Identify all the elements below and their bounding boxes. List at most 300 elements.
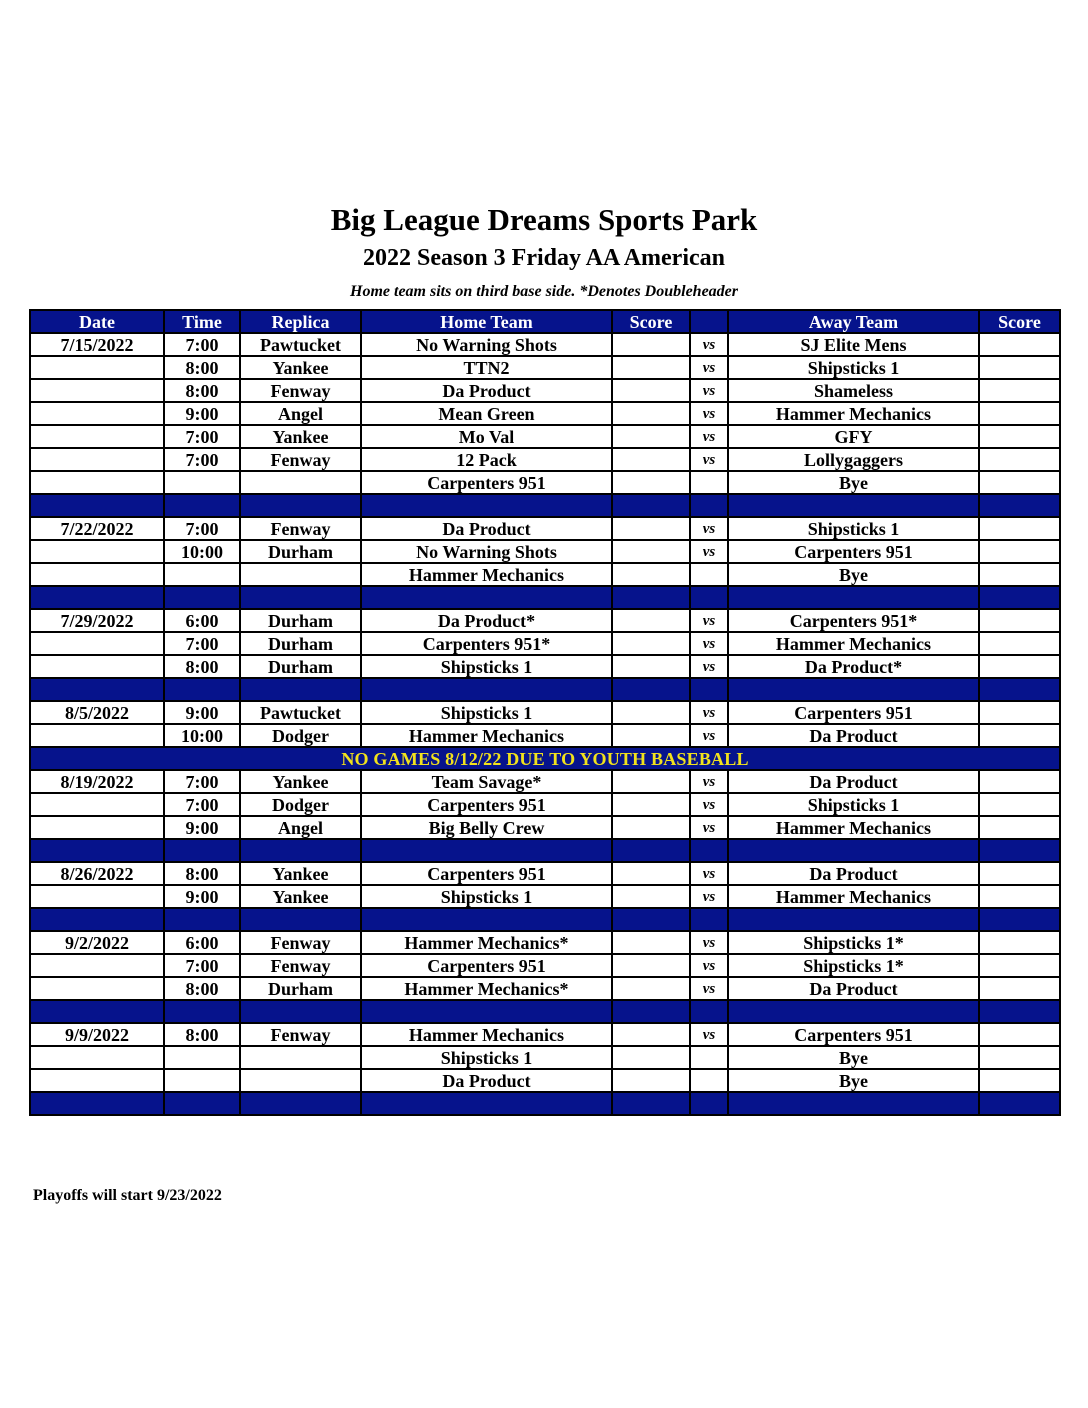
cell-home-team: Team Savage* (361, 770, 612, 793)
cell-home-score (612, 471, 690, 494)
column-header-away-team: Away Team (728, 310, 979, 333)
cell-time: 7:00 (164, 632, 240, 655)
cell-home-score (612, 862, 690, 885)
cell-vs: vs (690, 977, 728, 1000)
cell-away-score (979, 333, 1060, 356)
cell-vs: vs (690, 724, 728, 747)
separator-row (30, 678, 1060, 701)
cell-home-score (612, 333, 690, 356)
cell-vs: vs (690, 770, 728, 793)
cell-vs: vs (690, 356, 728, 379)
cell-time (164, 471, 240, 494)
separator-cell (690, 586, 728, 609)
cell-time: 6:00 (164, 609, 240, 632)
cell-away-score (979, 471, 1060, 494)
column-header-home-score: Score (612, 310, 690, 333)
cell-away-team: Da Product* (728, 655, 979, 678)
cell-time: 8:00 (164, 977, 240, 1000)
cell-away-score (979, 1069, 1060, 1092)
cell-away-score (979, 1046, 1060, 1069)
cell-away-score (979, 655, 1060, 678)
cell-home-team: Da Product (361, 517, 612, 540)
cell-home-score (612, 954, 690, 977)
cell-replica: Angel (240, 816, 361, 839)
cell-vs: vs (690, 885, 728, 908)
cell-time: 8:00 (164, 356, 240, 379)
cell-time: 10:00 (164, 724, 240, 747)
table-row (30, 609, 1060, 632)
separator-cell (30, 678, 164, 701)
cell-away-team: Da Product (728, 770, 979, 793)
cell-replica: Durham (240, 655, 361, 678)
separator-cell (728, 678, 979, 701)
cell-vs: vs (690, 931, 728, 954)
cell-home-score (612, 724, 690, 747)
page-title: Big League Dreams Sports Park (330, 202, 758, 237)
cell-away-score (979, 356, 1060, 379)
separator-cell (612, 678, 690, 701)
cell-home-score (612, 816, 690, 839)
separator-cell (240, 494, 361, 517)
cell-home-team: Shipsticks 1 (361, 701, 612, 724)
cell-away-score (979, 448, 1060, 471)
cell-replica (240, 563, 361, 586)
cell-vs: vs (690, 448, 728, 471)
cell-date (30, 471, 164, 494)
cell-home-team: Carpenters 951 (361, 862, 612, 885)
table-row (30, 379, 1060, 402)
cell-date (30, 793, 164, 816)
separator-cell (361, 839, 612, 862)
cell-date: 9/2/2022 (30, 931, 164, 954)
separator-cell (30, 1000, 164, 1023)
cell-away-score (979, 517, 1060, 540)
cell-replica: Angel (240, 402, 361, 425)
cell-vs: vs (690, 333, 728, 356)
separator-cell (361, 1092, 612, 1115)
cell-home-score (612, 448, 690, 471)
cell-replica (240, 1069, 361, 1092)
separator-cell (30, 1092, 164, 1115)
cell-date (30, 425, 164, 448)
cell-replica: Yankee (240, 770, 361, 793)
cell-time: 7:00 (164, 448, 240, 471)
cell-away-score (979, 701, 1060, 724)
cell-away-team: Carpenters 951 (728, 1023, 979, 1046)
cell-home-score (612, 540, 690, 563)
separator-cell (164, 586, 240, 609)
cell-replica: Fenway (240, 448, 361, 471)
table-row (30, 655, 1060, 678)
cell-date (30, 379, 164, 402)
cell-away-score (979, 954, 1060, 977)
notice-row (30, 747, 1060, 770)
schedule-note: Home team sits on third base side. *Denotes Doubleheader (350, 283, 738, 300)
cell-date (30, 563, 164, 586)
cell-home-team: Da Product (361, 379, 612, 402)
separator-cell (164, 678, 240, 701)
cell-date (30, 885, 164, 908)
cell-away-team: Shipsticks 1* (728, 931, 979, 954)
cell-date (30, 402, 164, 425)
column-header-home-team: Home Team (361, 310, 612, 333)
cell-home-team: Mean Green (361, 402, 612, 425)
cell-time: 8:00 (164, 862, 240, 885)
cell-away-team: Hammer Mechanics (728, 885, 979, 908)
cell-date (30, 816, 164, 839)
cell-away-team: Da Product (728, 724, 979, 747)
separator-cell (240, 678, 361, 701)
cell-away-score (979, 563, 1060, 586)
cell-away-team: Lollygaggers (728, 448, 979, 471)
separator-cell (728, 1000, 979, 1023)
table-row (30, 1046, 1060, 1069)
cell-home-team: Shipsticks 1 (361, 885, 612, 908)
cell-replica (240, 471, 361, 494)
cell-vs: vs (690, 954, 728, 977)
cell-home-team: Carpenters 951 (361, 471, 612, 494)
cell-time: 7:00 (164, 770, 240, 793)
cell-home-team: Carpenters 951* (361, 632, 612, 655)
cell-home-score (612, 402, 690, 425)
cell-date (30, 448, 164, 471)
cell-replica: Dodger (240, 793, 361, 816)
cell-date (30, 356, 164, 379)
cell-time: 8:00 (164, 379, 240, 402)
table-row (30, 931, 1060, 954)
cell-away-score (979, 425, 1060, 448)
cell-vs: vs (690, 1023, 728, 1046)
separator-cell (728, 839, 979, 862)
cell-home-score (612, 425, 690, 448)
cell-date (30, 977, 164, 1000)
separator-cell (240, 1092, 361, 1115)
cell-away-team: Bye (728, 563, 979, 586)
cell-home-score (612, 1023, 690, 1046)
cell-away-score (979, 402, 1060, 425)
cell-date: 7/29/2022 (30, 609, 164, 632)
column-header-time: Time (164, 310, 240, 333)
separator-cell (728, 494, 979, 517)
cell-home-team: Hammer Mechanics* (361, 931, 612, 954)
table-row (30, 793, 1060, 816)
cell-home-score (612, 655, 690, 678)
cell-replica: Fenway (240, 517, 361, 540)
column-header-away-score: Score (979, 310, 1060, 333)
cell-away-team: Carpenters 951* (728, 609, 979, 632)
cell-away-team: Carpenters 951 (728, 540, 979, 563)
cell-vs: vs (690, 655, 728, 678)
cell-home-team: No Warning Shots (361, 540, 612, 563)
cell-vs: vs (690, 701, 728, 724)
separator-cell (612, 494, 690, 517)
cell-date (30, 632, 164, 655)
column-header-replica: Replica (240, 310, 361, 333)
cell-home-score (612, 931, 690, 954)
cell-replica: Pawtucket (240, 333, 361, 356)
cell-home-team: Carpenters 951 (361, 954, 612, 977)
table-row (30, 701, 1060, 724)
cell-away-team: Shipsticks 1 (728, 517, 979, 540)
separator-cell (690, 908, 728, 931)
separator-row (30, 908, 1060, 931)
cell-date: 9/9/2022 (30, 1023, 164, 1046)
separator-cell (612, 1092, 690, 1115)
cell-date: 8/26/2022 (30, 862, 164, 885)
cell-home-score (612, 517, 690, 540)
cell-away-score (979, 724, 1060, 747)
table-row (30, 724, 1060, 747)
cell-time: 8:00 (164, 655, 240, 678)
no-games-notice: NO GAMES 8/12/22 DUE TO YOUTH BASEBALL (30, 747, 1060, 770)
cell-away-score (979, 379, 1060, 402)
separator-cell (728, 586, 979, 609)
cell-away-score (979, 862, 1060, 885)
cell-home-team: Shipsticks 1 (361, 1046, 612, 1069)
cell-away-score (979, 1023, 1060, 1046)
cell-time: 6:00 (164, 931, 240, 954)
playoffs-note: Playoffs will start 9/23/2022 (33, 1187, 222, 1204)
schedule-body (30, 333, 1060, 1115)
table-row (30, 954, 1060, 977)
cell-time (164, 1069, 240, 1092)
cell-vs (690, 1046, 728, 1069)
cell-date: 8/5/2022 (30, 701, 164, 724)
separator-row (30, 494, 1060, 517)
separator-cell (30, 908, 164, 931)
cell-date (30, 724, 164, 747)
cell-home-team: Hammer Mechanics (361, 724, 612, 747)
table-row (30, 517, 1060, 540)
cell-away-team: Da Product (728, 862, 979, 885)
cell-replica: Fenway (240, 954, 361, 977)
cell-replica: Fenway (240, 1023, 361, 1046)
separator-cell (979, 1092, 1060, 1115)
cell-away-team: Bye (728, 471, 979, 494)
cell-away-score (979, 793, 1060, 816)
separator-row (30, 1000, 1060, 1023)
table-row (30, 540, 1060, 563)
cell-replica (240, 1046, 361, 1069)
cell-time: 9:00 (164, 885, 240, 908)
cell-home-score (612, 356, 690, 379)
cell-vs: vs (690, 816, 728, 839)
separator-cell (728, 1092, 979, 1115)
cell-vs: vs (690, 517, 728, 540)
cell-home-score (612, 701, 690, 724)
cell-replica: Pawtucket (240, 701, 361, 724)
separator-cell (30, 839, 164, 862)
table-row (30, 471, 1060, 494)
cell-home-score (612, 1046, 690, 1069)
cell-away-team: Shipsticks 1* (728, 954, 979, 977)
cell-home-team: Hammer Mechanics (361, 563, 612, 586)
cell-replica: Durham (240, 977, 361, 1000)
cell-time: 7:00 (164, 333, 240, 356)
cell-home-team: Big Belly Crew (361, 816, 612, 839)
cell-date (30, 655, 164, 678)
cell-home-team: 12 Pack (361, 448, 612, 471)
cell-away-score (979, 885, 1060, 908)
cell-home-score (612, 770, 690, 793)
cell-away-score (979, 816, 1060, 839)
table-row (30, 770, 1060, 793)
separator-cell (240, 908, 361, 931)
cell-away-score (979, 977, 1060, 1000)
table-header-row (30, 310, 1060, 333)
separator-cell (361, 494, 612, 517)
cell-vs: vs (690, 379, 728, 402)
separator-cell (361, 678, 612, 701)
separator-cell (979, 908, 1060, 931)
page-subtitle: 2022 Season 3 Friday AA American (362, 245, 725, 271)
separator-cell (690, 1000, 728, 1023)
cell-time: 9:00 (164, 816, 240, 839)
separator-cell (164, 1000, 240, 1023)
cell-vs: vs (690, 793, 728, 816)
separator-cell (164, 494, 240, 517)
separator-row (30, 586, 1060, 609)
table-row (30, 885, 1060, 908)
cell-vs: vs (690, 425, 728, 448)
cell-home-score (612, 885, 690, 908)
cell-time (164, 1046, 240, 1069)
cell-replica: Durham (240, 609, 361, 632)
cell-time: 7:00 (164, 517, 240, 540)
cell-replica: Fenway (240, 379, 361, 402)
cell-replica: Dodger (240, 724, 361, 747)
table-row (30, 862, 1060, 885)
cell-away-team: Shameless (728, 379, 979, 402)
separator-cell (240, 586, 361, 609)
cell-away-score (979, 632, 1060, 655)
cell-vs (690, 471, 728, 494)
cell-home-team: Mo Val (361, 425, 612, 448)
separator-cell (612, 1000, 690, 1023)
cell-vs: vs (690, 609, 728, 632)
cell-replica: Fenway (240, 931, 361, 954)
table-row (30, 977, 1060, 1000)
cell-time: 7:00 (164, 793, 240, 816)
table-row (30, 1069, 1060, 1092)
table-row (30, 1023, 1060, 1046)
cell-date (30, 1069, 164, 1092)
cell-time: 9:00 (164, 701, 240, 724)
cell-replica: Yankee (240, 356, 361, 379)
separator-cell (612, 908, 690, 931)
cell-away-team: Bye (728, 1046, 979, 1069)
separator-cell (164, 1092, 240, 1115)
cell-replica: Durham (240, 540, 361, 563)
cell-home-score (612, 563, 690, 586)
cell-home-score (612, 379, 690, 402)
cell-time: 7:00 (164, 954, 240, 977)
cell-replica: Yankee (240, 885, 361, 908)
separator-cell (361, 586, 612, 609)
cell-home-team: Da Product (361, 1069, 612, 1092)
separator-cell (612, 839, 690, 862)
separator-cell (164, 839, 240, 862)
cell-home-team: Da Product* (361, 609, 612, 632)
cell-away-score (979, 540, 1060, 563)
cell-time: 7:00 (164, 425, 240, 448)
cell-date (30, 540, 164, 563)
column-header-date: Date (30, 310, 164, 333)
cell-away-team: SJ Elite Mens (728, 333, 979, 356)
separator-cell (30, 586, 164, 609)
cell-home-score (612, 1069, 690, 1092)
table-row (30, 816, 1060, 839)
cell-replica: Yankee (240, 425, 361, 448)
cell-away-team: Bye (728, 1069, 979, 1092)
cell-date: 8/19/2022 (30, 770, 164, 793)
cell-home-score (612, 609, 690, 632)
separator-cell (728, 908, 979, 931)
cell-home-team: Hammer Mechanics (361, 1023, 612, 1046)
separator-cell (979, 586, 1060, 609)
separator-cell (690, 494, 728, 517)
separator-cell (979, 494, 1060, 517)
cell-away-team: Carpenters 951 (728, 701, 979, 724)
separator-cell (240, 839, 361, 862)
cell-away-team: Hammer Mechanics (728, 402, 979, 425)
cell-home-team: TTN2 (361, 356, 612, 379)
cell-away-score (979, 609, 1060, 632)
cell-away-team: Da Product (728, 977, 979, 1000)
cell-time: 10:00 (164, 540, 240, 563)
separator-cell (164, 908, 240, 931)
cell-home-score (612, 632, 690, 655)
cell-vs (690, 563, 728, 586)
separator-cell (612, 586, 690, 609)
cell-replica: Yankee (240, 862, 361, 885)
cell-vs: vs (690, 402, 728, 425)
table-row (30, 356, 1060, 379)
table-row (30, 333, 1060, 356)
separator-row (30, 1092, 1060, 1115)
schedule-table (29, 309, 1061, 1116)
column-header-vs (690, 310, 728, 333)
separator-row (30, 839, 1060, 862)
cell-away-score (979, 770, 1060, 793)
cell-home-team: Carpenters 951 (361, 793, 612, 816)
separator-cell (361, 1000, 612, 1023)
table-row (30, 425, 1060, 448)
cell-away-team: Shipsticks 1 (728, 793, 979, 816)
cell-vs: vs (690, 540, 728, 563)
separator-cell (979, 678, 1060, 701)
cell-home-team: Shipsticks 1 (361, 655, 612, 678)
cell-date (30, 1046, 164, 1069)
cell-away-team: Shipsticks 1 (728, 356, 979, 379)
separator-cell (690, 1092, 728, 1115)
cell-vs (690, 1069, 728, 1092)
separator-cell (690, 678, 728, 701)
cell-date: 7/22/2022 (30, 517, 164, 540)
cell-away-team: GFY (728, 425, 979, 448)
cell-date: 7/15/2022 (30, 333, 164, 356)
cell-time: 9:00 (164, 402, 240, 425)
table-row (30, 448, 1060, 471)
cell-home-team: No Warning Shots (361, 333, 612, 356)
cell-replica: Durham (240, 632, 361, 655)
table-row (30, 632, 1060, 655)
separator-cell (979, 1000, 1060, 1023)
cell-vs: vs (690, 862, 728, 885)
separator-cell (361, 908, 612, 931)
cell-away-team: Hammer Mechanics (728, 632, 979, 655)
separator-cell (979, 839, 1060, 862)
